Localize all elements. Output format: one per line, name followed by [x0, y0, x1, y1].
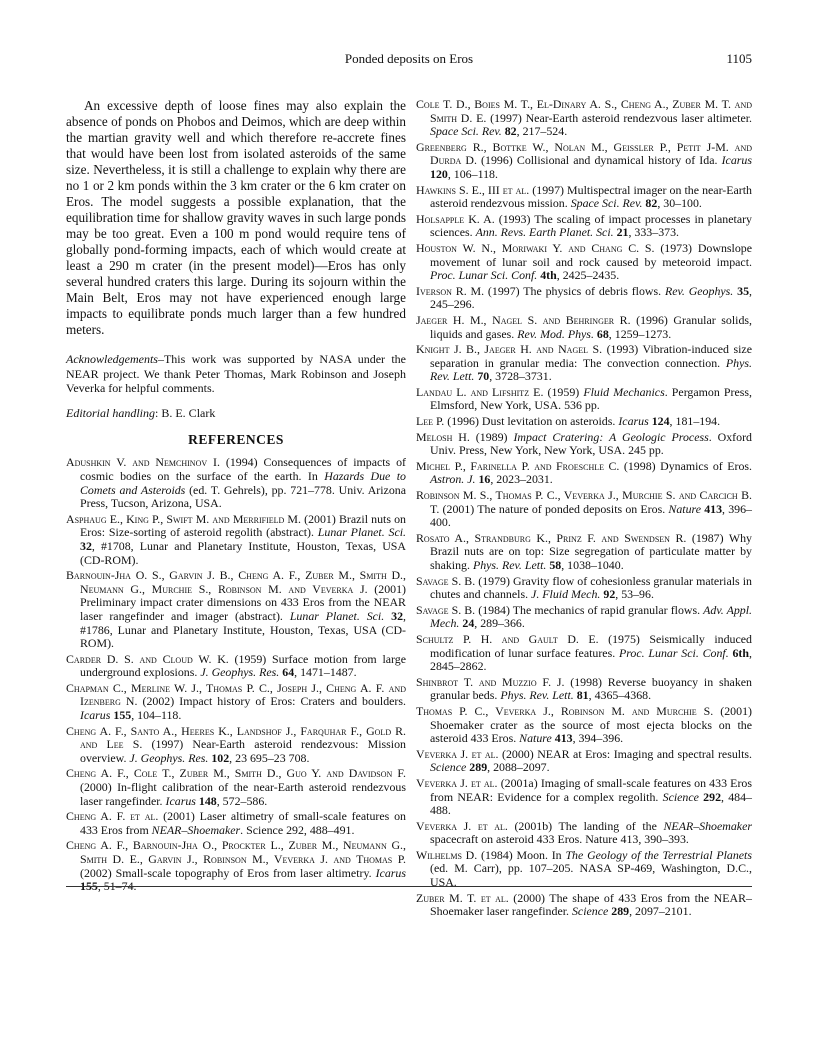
reference-item [416, 184, 752, 211]
reference-volume: 68 [596, 326, 609, 341]
reference-item [416, 213, 752, 240]
reference-authors: Melosh H. [416, 429, 470, 444]
reference-journal: Lunar Planet. Sci. [289, 608, 385, 623]
reference-authors: Knight J. B., Jaeger H. and Nagel S. [416, 342, 603, 357]
reference-item [416, 705, 752, 746]
reference-text: (ed. T. Gehrels), pp. 721–778. Univ. Arizona Press, Tucson, Arizona, USA. [80, 482, 407, 511]
reference-journal: Rev. Geophys. [664, 283, 734, 298]
reference-authors: Michel P., Farinella P. and Froeschle C. [416, 458, 620, 473]
reference-text: , 572–586. [216, 793, 268, 808]
reference-item [66, 569, 406, 651]
reference-item [416, 431, 752, 458]
reference-text: , 4365–4368. [588, 688, 652, 703]
footer-rule [66, 886, 752, 887]
reference-text: , 181–194. [669, 414, 721, 429]
reference-text: (2001b) The landing of the [507, 818, 664, 833]
reference-text: , 23 695–23 708. [229, 750, 310, 765]
right-column [416, 98, 752, 921]
reference-item [416, 314, 752, 341]
reference-volume: 35 [737, 283, 750, 298]
reference-item [66, 767, 406, 808]
reference-volume: 289 [611, 904, 630, 919]
page-number: 1105 [726, 51, 752, 66]
reference-text: . Oxford Univ. Press, New York, New York, USA. 245 pp. [430, 429, 752, 458]
reference-item [416, 415, 752, 429]
reference-text: (1993) Vibration-induced size separation in granular media: The convection connection. [430, 342, 752, 370]
reference-volume: 124 [651, 414, 670, 429]
reference-text: , 30–100. [657, 196, 702, 211]
reference-volume: 148 [198, 793, 217, 808]
reference-text: (2000) The shape of 433 Eros from the NEAR–Shoemaker laser rangefinder. [430, 890, 752, 919]
editorial-handling [66, 406, 406, 421]
reference-text: (1987) Why Brazil nuts are on top: Size segregation of particulate matter by shaking. [430, 530, 753, 572]
reference-text: , 396–400. [430, 501, 752, 530]
reference-journal: Hazards Due to Comets and Asteroids [80, 468, 406, 497]
reference-authors: Cheng A. F., Cole T., Zuber M., Smith D., Guo Y. and Davidson F. [66, 766, 406, 781]
reference-text: (1996) Granular solids, liquids and gases. [430, 312, 752, 341]
reference-volume: 6th [732, 645, 750, 660]
reference-text: (1984) Moon. In [477, 847, 566, 862]
reference-journal: Ann. Revs. Earth Planet. Sci. [475, 225, 614, 240]
reference-volume: 82 [645, 196, 658, 211]
reference-text: Nature 413, 390–393. [585, 832, 689, 847]
reference-item [416, 489, 752, 530]
reference-volume: 155 [80, 879, 98, 894]
reference-journal: NEAR–Shoemaker [663, 818, 752, 833]
reference-authors: Cole T. D., Boies M. T., El-Dinary A. S., Cheng A., Zuber M. T. and Smith D. E. [416, 97, 752, 125]
reference-volume: 289 [469, 760, 488, 775]
reference-text: . Pergamon Press, Elmsford, New York, USA. 536 pp. [430, 384, 752, 413]
reference-text: (1959) Surface motion from large underground explosions. [80, 651, 406, 680]
reference-journal: Impact Cratering: A Geologic Process [513, 429, 709, 444]
reference-authors: Veverka J. et al. [416, 775, 498, 790]
reference-text: (2001) Laser altimetry of small-scale features on 433 Eros from [80, 809, 406, 837]
reference-text: (1996) Dust levitation on asteroids. [444, 414, 619, 429]
reference-authors: Jaeger H. M., Nagel S. and Behringer R. [416, 312, 631, 327]
reference-authors: Asphaug E., King P., Swift M. and Merrifield M. [66, 511, 301, 526]
reference-item [66, 456, 406, 510]
reference-journal: Lunar Planet. Sci. [317, 525, 406, 540]
reference-volume: 16 [478, 472, 491, 487]
reference-text: , 394–396. [572, 731, 624, 746]
reference-text: (2001) Brazil nuts on Eros: Size-sorting of asteroid regolith (abstract). [80, 511, 406, 540]
reference-text: (1994) Consequences of impacts of cosmic bodies on the surface of the earth. In [80, 455, 406, 483]
reference-volume: 92 [603, 587, 616, 602]
reference-journal: Icarus [165, 793, 196, 808]
reference-item [416, 386, 752, 413]
reference-journal: Nature [668, 501, 701, 516]
reference-text: , #1708, Lunar and Planetary Institute, Houston, Texas, USA (CD-ROM). [80, 538, 406, 567]
reference-text: , 1259–1273. [608, 326, 672, 341]
reference-text: , 2097–2101. [629, 904, 692, 919]
reference-journal: Adv. Appl. Mech. [430, 602, 753, 631]
reference-item [416, 242, 752, 283]
reference-item [416, 892, 752, 919]
reference-text: (1973) Downslope movement of lunar soil and rock caused by meteoroid impact. [430, 240, 752, 269]
reference-authors: Schultz P. H. and Gault D. E. [416, 631, 599, 646]
reference-item [66, 725, 406, 766]
references-list-right [416, 98, 752, 919]
reference-authors: Rosato A., Strandburg K., Prinz F. and Swendsen R. [416, 530, 687, 545]
references-list-left [66, 456, 406, 893]
reference-item [66, 513, 406, 567]
reference-journal: Icarus [618, 414, 649, 429]
reference-authors: Hawkins S. E., III et al. [416, 182, 530, 197]
reference-text: , 53–96. [615, 587, 654, 602]
reference-item [416, 343, 752, 384]
reference-journal: NEAR–Shoemaker [151, 822, 241, 837]
reference-authors: Shinbrot T. and Muzzio F. J. [416, 674, 565, 689]
reference-volume: 102 [211, 750, 230, 765]
reference-text: , 104–118. [131, 708, 182, 723]
reference-text: . [240, 822, 247, 837]
reference-text: spacecraft on asteroid 433 Eros. [430, 832, 586, 847]
reference-text: (2002) Small-scale topography of Eros from laser altimetry. [80, 865, 376, 880]
reference-volume: 81 [576, 688, 589, 703]
reference-item [416, 604, 752, 631]
reference-volume: 24 [462, 616, 475, 631]
reference-text: (1997) Near-Earth asteroid rendezvous laser altimeter. [486, 110, 752, 125]
reference-item [416, 575, 752, 602]
reference-journal: Icarus [721, 153, 752, 168]
reference-authors: Savage S. B. [416, 573, 476, 588]
reference-authors: Cheng A. F., Barnouin-Jha O., Prockter L., Zuber M., Neumann G., Smith D. E., Garvin J., Robinson M., Veverka J. and Thomas P. [66, 838, 406, 866]
reference-authors: Veverka J. et al. [416, 746, 499, 761]
reference-text: (1989) [469, 429, 514, 444]
reference-text: , 1038–1040. [561, 558, 624, 572]
reference-authors: Landau L. and Lifshitz E. [416, 384, 544, 399]
reference-item [416, 98, 752, 139]
reference-item [66, 810, 406, 837]
reference-authors: Carder D. S. and Cloud W. K. [66, 651, 229, 666]
reference-volume: 58 [549, 558, 562, 572]
reference-item [416, 777, 752, 818]
reference-text: , 217–524. [516, 124, 568, 139]
reference-text: (1997) Near-Earth asteroid rendezvous: Mission overview. [80, 737, 406, 765]
reference-text: (2000) In-flight calibration of the near-Earth asteroid rendezvous laser rangefinder. [80, 780, 406, 808]
reference-item [66, 653, 406, 680]
reference-volume: 32 [391, 608, 404, 623]
reference-volume: 292 [703, 789, 722, 804]
reference-item [416, 633, 752, 674]
reference-journal: Space Sci. Rev. [570, 196, 643, 211]
reference-volume: 21 [616, 225, 629, 240]
references-heading: REFERENCES [188, 432, 284, 448]
reference-item [66, 682, 406, 723]
reference-item [416, 285, 752, 312]
reference-text: (1979) Gravity flow of cohesionless granular materials in chutes and channels. [430, 573, 752, 602]
reference-volume: 120 [430, 166, 448, 181]
reference-item [416, 748, 752, 775]
reference-authors: Cheng A. F. et al. [66, 809, 159, 824]
reference-authors: Lee P. [416, 414, 445, 429]
reference-text: , 2023–2031. [490, 472, 553, 487]
reference-journal: Proc. Lunar Sci. Conf. [618, 645, 729, 660]
reference-text: , 2845–2862. [430, 645, 752, 674]
reference-authors: Robinson M. S., Thomas P. C., Veverka J., Murchie S. and Carcich B. T. [416, 488, 752, 516]
reference-journal: The Geology of the Terrestrial Planets [565, 847, 752, 862]
reference-authors: Veverka J. et al. [416, 818, 508, 833]
reference-authors: Adushkin V. and Nemchinov I. [66, 455, 220, 470]
reference-item [416, 532, 752, 573]
reference-text: , 245–296. [430, 283, 752, 312]
reference-text: (1996) Collisional and dynamical history of Ida. [476, 153, 722, 168]
reference-text: , 1471–1487. [294, 665, 357, 680]
reference-journal: Rev. Mod. Phys. [517, 326, 594, 341]
reference-journal: Science [662, 789, 699, 804]
reference-text: , 484–488. [430, 789, 752, 818]
reference-text: (2000) NEAR at Eros: Imaging and spectral results. [498, 746, 752, 761]
reference-volume: 4th [540, 268, 557, 283]
reference-authors: Barnouin-Jha O. S., Garvin J. B., Cheng A. F., Zuber M., Smith D., Neumann G., Murchie S., Robinson M. and Veverka J. [66, 568, 406, 596]
reference-journal: Phys. Rev. Lett. [430, 355, 752, 384]
reference-journal: Phys. Rev. Lett. [472, 558, 547, 572]
reference-text: , 3728–3731. [489, 369, 552, 384]
reference-text: (2001a) Imaging of small-scale features on 433 Eros from NEAR: Evidence for a complex regolith. [430, 775, 752, 804]
reference-text: (1998) Reverse buoyancy in shaken granular beds. [430, 674, 752, 703]
reference-journal: Fluid Mechanics [583, 384, 665, 399]
reference-text: , 289–366. [474, 616, 525, 631]
page-header [66, 51, 752, 71]
reference-authors: Houston W. N., Moriwaki Y. and Chang C. S. [416, 240, 655, 255]
reference-text: (1975) Seismically induced modification of lunar surface features. [430, 631, 752, 660]
reference-authors: Greenberg R., Bottke W., Nolan M., Geissler P., Petit J-M. and Durda D. [416, 139, 752, 168]
reference-journal: Nature [519, 731, 552, 746]
reference-text: (2001) Preliminary impact crater dimensions on 433 Eros from the NEAR laser rangefinder and imager (abstract). [80, 581, 406, 623]
reference-authors: Thomas P. C., Veverka J., Robinson M. and Murchie S. [416, 703, 714, 718]
reference-text: (2001) The nature of ponded deposits on Eros. [439, 501, 669, 516]
reference-journal: Space Sci. Rev. [430, 124, 502, 139]
reference-journal: Phys. Rev. Lett. [500, 688, 574, 703]
reference-text: (1998) Dynamics of Eros. [619, 458, 752, 473]
reference-item [416, 141, 752, 182]
reference-item [416, 676, 752, 703]
reference-volume: 155 [113, 708, 132, 723]
reference-item [416, 820, 752, 847]
reference-item [416, 849, 752, 890]
editorial-label: Editorial handling [66, 405, 156, 420]
reference-authors: Chapman C., Merline W. J., Thomas P. C., Joseph J., Cheng A. F. and Izenberg N. [66, 680, 406, 709]
reference-text: (2001) Shoemaker crater as the source of most ejecta blocks on the asteroid 433 Eros. [430, 703, 752, 746]
reference-volume: 32 [80, 538, 92, 553]
reference-text: (1997) Multispectral imager on the near-Earth asteroid rendezvous mission. [430, 182, 752, 211]
reference-volume: 64 [282, 665, 295, 680]
reference-volume: 413 [554, 731, 573, 746]
reference-text: (1984) The mechanics of rapid granular flows. [475, 602, 704, 617]
reference-text: , 2088–2097. [487, 760, 550, 775]
acknowledgements [66, 352, 406, 396]
reference-journal: J. Fluid Mech. [531, 587, 601, 602]
reference-authors: Savage S. B. [416, 602, 476, 617]
reference-text: , 51–74. [97, 879, 137, 894]
reference-authors: Cheng A. F., Santo A., Heeres K., Landshof J., Farquhar F., Gold R. and Lee S. [66, 723, 406, 752]
running-head: Ponded deposits on Eros [344, 51, 474, 66]
reference-journal: J. Geophys. Res. [129, 750, 209, 765]
reference-volume: 82 [504, 124, 517, 139]
reference-volume: 413 [704, 501, 723, 516]
reference-text: , 333–373. [628, 225, 680, 240]
reference-authors: Iverson R. M. [416, 283, 485, 298]
reference-authors: Wilhelms D. [416, 847, 478, 862]
reference-item [416, 460, 752, 487]
body-paragraph: An excessive depth of loose fines may also explain the absence of ponds on Phobos and Deimos, which are deep within the martian gravity well and which therefore re-accrete fines that would have been lost from isolated asteroids of the same size. Nevertheless, it is still a challenge to explain why there are no 1 or 2 km ponds within the 3 km crater or the 6 km crater on Eros. The model suggests a possible explanation, that the equilibration time for shallow gravity waves in such large ponds may be too great. Even a 100 m pond would require tens of globally pond-forming impacts, each of which would create at least a 290 m crater (in the present model)—Eros has only several hundred craters this large. During its sojourn within the Main Belt, Eros may not have experienced enough large impacts to equilibrate ponds much larger than a few hundred meters. [66, 98, 406, 337]
reference-text: , 106–118. [447, 166, 498, 181]
reference-text: (1997) The physics of debris flows. [484, 283, 665, 298]
reference-journal: Proc. Lunar Sci. Conf. [430, 268, 538, 283]
reference-journal: Icarus [80, 708, 111, 723]
reference-authors: Holsapple K. A. [416, 211, 495, 226]
reference-text: (1993) The scaling of impact processes in planetary sciences. [430, 211, 752, 240]
reference-text: (2002) Impact history of Eros: Craters and boulders. [137, 694, 406, 709]
reference-journal: Astron. J. [430, 472, 476, 487]
reference-text: , #1786, Lunar and Planetary Institute, Houston, Texas, USA (CD-ROM). [80, 608, 406, 651]
reference-journal: J. Geophys. Res. [200, 665, 280, 680]
reference-text: (1959) [543, 384, 584, 399]
reference-text: , 2425–2435. [556, 268, 620, 283]
reference-journal: Science [571, 904, 609, 919]
acknowledgements-text: This work was supported by NASA under the NEAR project. We thank Peter Thomas, Mark Robinson and Joseph Veverka for helpful comments. [66, 352, 406, 396]
editorial-text: : B. E. Clark [155, 405, 216, 420]
reference-text: (ed. M. Carr), pp. 107–205. NASA SP-469, Washington, D.C., USA. [430, 861, 752, 890]
acknowledgements-label: Acknowledgements– [66, 352, 164, 366]
reference-text: Science 292, 488–491. [246, 822, 355, 837]
reference-volume: 70 [477, 369, 490, 384]
reference-journal: Icarus [375, 865, 406, 880]
left-column [66, 98, 406, 896]
reference-journal: Science [430, 760, 467, 775]
reference-authors: Zuber M. T. et al. [416, 890, 509, 905]
